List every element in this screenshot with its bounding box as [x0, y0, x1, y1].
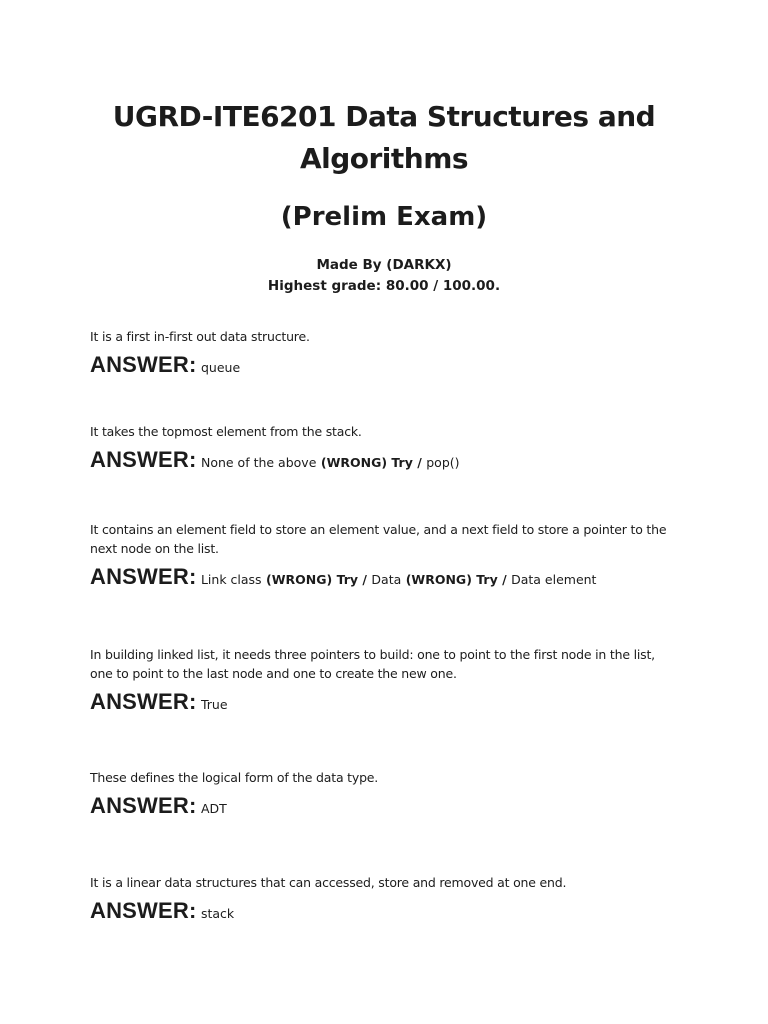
qa-item — [90, 873, 680, 924]
answer-label: ANSWER: — [90, 689, 197, 714]
answer-label: ANSWER: — [90, 898, 197, 923]
answer-line — [90, 447, 680, 473]
document-title: UGRD-ITE6201 Data Structures and Algorithms — [112, 100, 656, 175]
qa-item — [90, 327, 680, 378]
answer-label: ANSWER: — [90, 447, 197, 472]
qa-item — [90, 768, 680, 819]
wrong-marker: (WRONG) Try / — [320, 455, 422, 470]
answer-text: Data — [371, 572, 402, 587]
author-credit: Made By (DARKX) — [316, 257, 452, 273]
question-text: It is a first in-first out data structure. — [90, 329, 310, 344]
wrong-marker: (WRONG) Try / — [405, 572, 507, 587]
answer-line — [90, 352, 680, 378]
highest-grade: Highest grade: 80.00 / 100.00. — [267, 278, 501, 294]
answer-text: Data element — [511, 572, 597, 587]
answer-text: queue — [200, 360, 241, 375]
question-text: It takes the topmost element from the stack. — [90, 424, 362, 439]
qa-item — [90, 422, 680, 473]
question-text: These defines the logical form of the data type. — [90, 770, 379, 785]
question-text: It contains an element field to store an element value, and a next field to store a pointer to the next node on the list. — [90, 522, 667, 556]
exam-subtitle: (Prelim Exam) — [280, 202, 488, 232]
qa-item — [90, 645, 680, 715]
answer-line — [90, 793, 680, 819]
qa-item — [90, 520, 680, 590]
answer-text: stack — [200, 906, 235, 921]
answer-text: None of the above — [200, 455, 317, 470]
wrong-marker: (WRONG) Try / — [266, 572, 367, 587]
answer-label: ANSWER: — [90, 352, 197, 377]
answer-line — [90, 564, 680, 590]
answer-text: Link class — [200, 572, 262, 587]
answer-text: pop() — [426, 455, 460, 470]
question-text: In building linked list, it needs three pointers to build: one to point to the first node in the list, one to point to the last node and one to create the new one. — [90, 647, 655, 681]
answer-line — [90, 898, 680, 924]
answer-line — [90, 689, 680, 715]
answer-text: True — [200, 697, 228, 712]
question-text: It is a linear data structures that can accessed, store and removed at one end. — [90, 875, 567, 890]
answer-text: ADT — [200, 801, 227, 816]
answer-label: ANSWER: — [90, 564, 197, 589]
answer-label: ANSWER: — [90, 793, 197, 818]
